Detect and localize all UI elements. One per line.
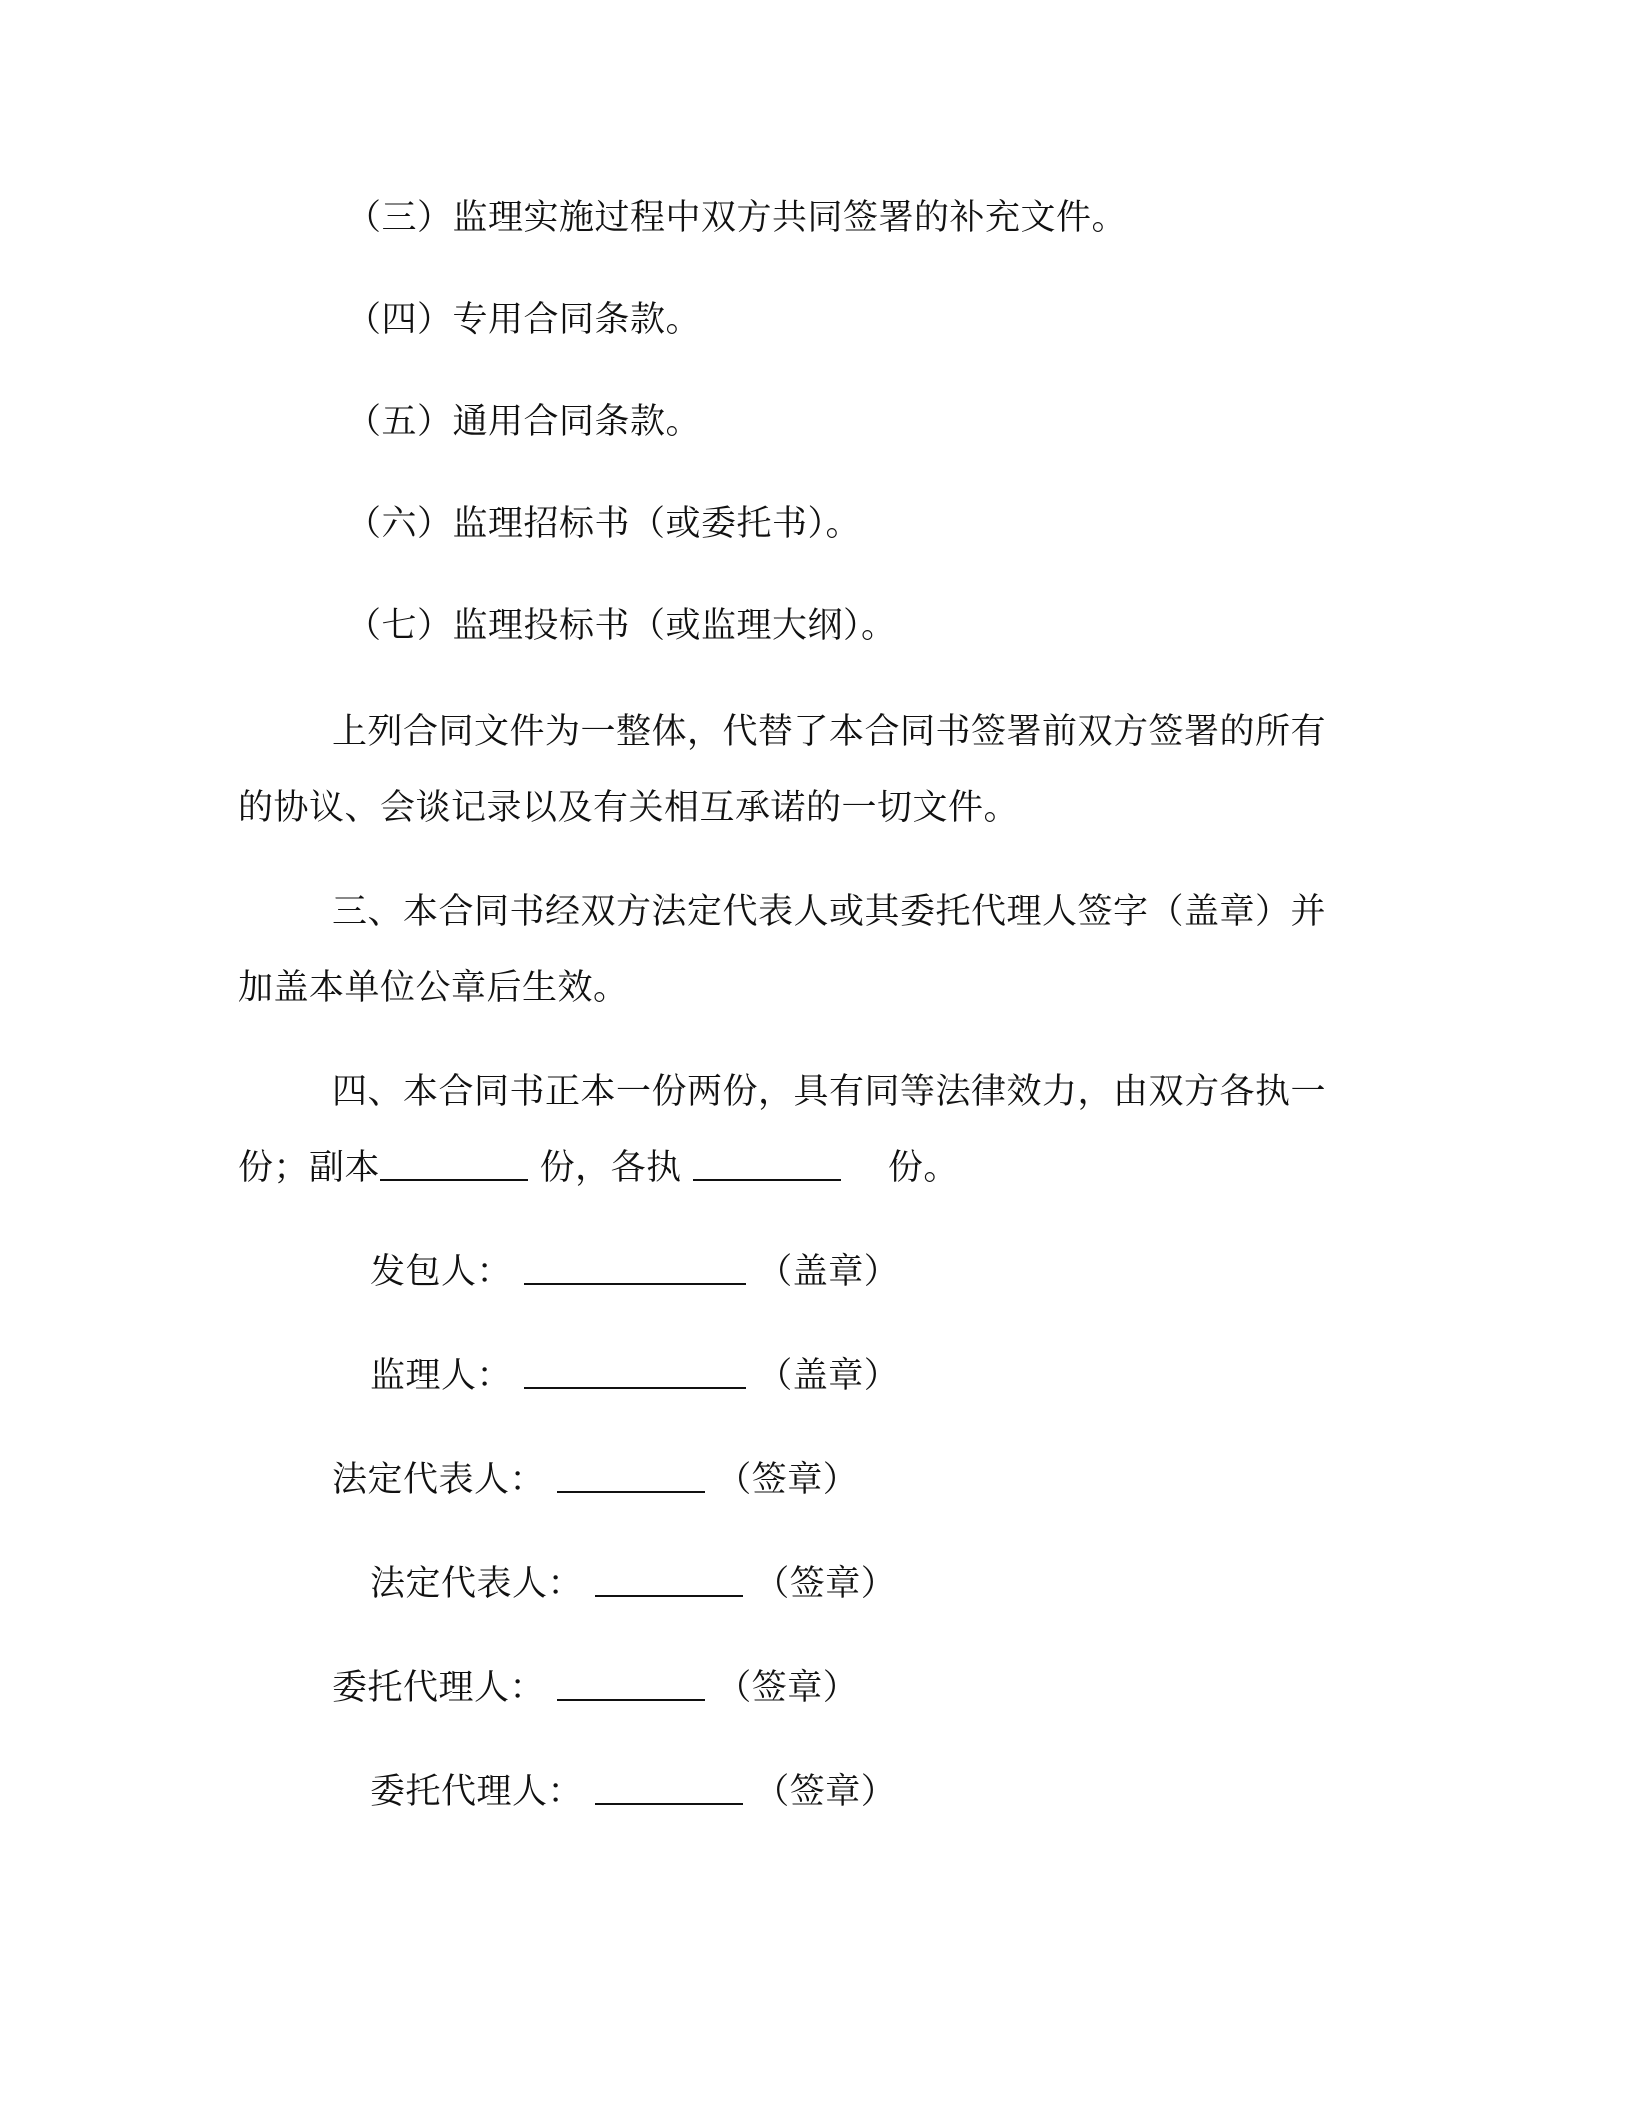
paragraph-whole-line1: 上列合同文件为一整体，代替了本合同书签署前双方签署的所有 <box>332 712 1327 752</box>
list-item-3: （三）监理实施过程中双方共同签署的补充文件。 <box>346 198 1128 238</box>
copies-count-blank <box>380 1149 528 1181</box>
agent-a-blank <box>557 1669 705 1701</box>
clause-4-prefix: 份；副本 <box>238 1148 381 1188</box>
legal-rep-a-blank <box>557 1461 705 1493</box>
clause-3-line2: 加盖本单位公章后生效。 <box>238 968 629 1008</box>
clause-4-suffix: 份。 <box>887 1148 959 1188</box>
employer-label: 发包人： <box>370 1252 513 1292</box>
list-item-4: （四）专用合同条款。 <box>346 300 702 340</box>
agent-b-blank <box>595 1773 743 1805</box>
employer-seal: （盖章） <box>757 1252 900 1292</box>
legal-rep-b-label: 法定代表人： <box>370 1564 584 1604</box>
paragraph-whole-line2: 的协议、会谈记录以及有关相互承诺的一切文件。 <box>238 788 1020 828</box>
clause-4-mid: 份，各执 <box>539 1148 682 1188</box>
signature-legal-rep-a <box>332 1458 858 1502</box>
list-item-5: （五）通用合同条款。 <box>346 402 702 442</box>
clause-3-line1: 三、本合同书经双方法定代表人或其委托代理人签字（盖章）并 <box>332 892 1327 932</box>
legal-rep-b-seal: （签章） <box>754 1564 897 1604</box>
signature-agent-b <box>370 1770 896 1814</box>
signature-agent-a <box>332 1666 858 1710</box>
signature-supervisor <box>370 1354 899 1398</box>
employer-blank <box>524 1253 746 1285</box>
agent-b-label: 委托代理人： <box>370 1772 584 1812</box>
legal-rep-a-label: 法定代表人： <box>332 1460 546 1500</box>
legal-rep-b-blank <box>595 1565 743 1597</box>
signature-employer <box>370 1250 899 1294</box>
agent-b-seal: （签章） <box>754 1772 897 1812</box>
agent-a-seal: （签章） <box>716 1668 859 1708</box>
clause-4-line2 <box>238 1146 959 1190</box>
list-item-6: （六）监理招标书（或委托书）。 <box>346 504 862 544</box>
list-item-7: （七）监理投标书（或监理大纲）。 <box>346 606 897 646</box>
supervisor-label: 监理人： <box>370 1356 513 1396</box>
copies-each-blank <box>693 1149 841 1181</box>
legal-rep-a-seal: （签章） <box>716 1460 859 1500</box>
supervisor-blank <box>524 1357 746 1389</box>
agent-a-label: 委托代理人： <box>332 1668 546 1708</box>
supervisor-seal: （盖章） <box>757 1356 900 1396</box>
clause-4-line1: 四、本合同书正本一份两份，具有同等法律效力，由双方各执一 <box>332 1072 1327 1112</box>
signature-legal-rep-b <box>370 1562 896 1606</box>
